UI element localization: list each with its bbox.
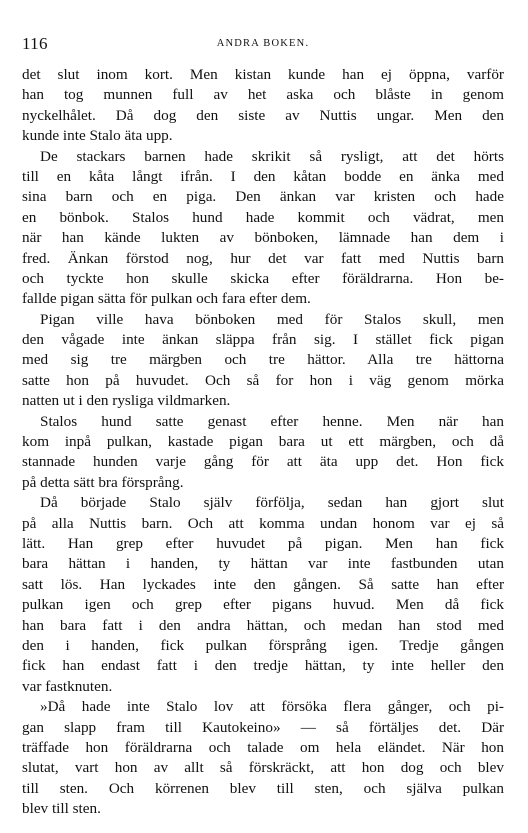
text-line: han bara fatt i den andra hättan, och medan han stod med — [22, 616, 504, 634]
text-line: och tyckte hon skulle skicka efter föräldrarna. Hon be- — [22, 269, 504, 287]
text-line: en bönbok. Stalos hund hade kommit och vädrat, men — [22, 208, 504, 226]
text-line: bara hättan i handen, ty hättan var inte fastbunden utan — [22, 555, 504, 573]
running-title: ANDRA BOKEN. — [216, 38, 310, 49]
text-line: kunde inte Stalo äta upp. — [22, 127, 173, 145]
text-line: den vågade inte änkan släppa från sig. I stället fick pigan — [22, 331, 504, 349]
text-line: på detta sätt bra försprång. — [22, 473, 184, 491]
text-line: satt lös. Han lyckades inte den gången. Så satte han efter — [22, 575, 504, 593]
text-line: fallde pigan sätta för pulkan och fara efter dem. — [22, 290, 311, 308]
text-line: natten ut i den rysliga vildmarken. — [22, 392, 231, 410]
text-line: stannade hunden varje gång för att äta upp det. Hon fick — [22, 453, 504, 471]
text-line: slutat, vart hon av allt så förskräckt, att hon dog och blev — [22, 759, 504, 777]
text-line: nyckelhålet. Då dog den siste av Nuttis ungar. Men den — [22, 106, 504, 124]
text-line: kom inpå pulkan, kastade pigan bara ut ett märgben, och då — [22, 433, 504, 451]
text-line: när han kände lukten av bönboken, lämnade han dem i — [22, 229, 504, 247]
text-line: »Då hade inte Stalo lov att försöka flera gånger, och pi- — [40, 698, 504, 716]
text-line: Stalos hund satte genast efter henne. Men när han — [40, 412, 504, 430]
text-line: De stackars barnen hade skrikit så rysligt, att det hörts — [40, 147, 504, 165]
text-line: med sig tre märgben och tre hättor. Alla tre hättorna — [22, 351, 504, 369]
text-line: till sten. Och körrenen blev till sten, och själva pulkan — [22, 779, 504, 797]
text-line: sina barn och en piga. Den änkan var kristen och hade — [22, 188, 504, 206]
text-line: var fastknuten. — [22, 677, 113, 695]
text-line: till en kåta långt ifrån. I den kåtan bodde en änka med — [22, 167, 504, 185]
text-line: Pigan ville hava bönboken med för Stalos skull, men — [40, 310, 504, 328]
text-line: på alla Nuttis barn. Och att komma undan honom var ej så — [22, 514, 504, 532]
text-line: Då började Stalo själv förfölja, sedan han gjort slut — [40, 494, 504, 512]
text-line: blev till sten. — [22, 800, 101, 818]
text-line: pulkan igen och grep efter pigans huvud. Men då fick — [22, 596, 504, 614]
text-line: träffade hon föräldrarna och talade om hela eländet. När hon — [22, 738, 504, 756]
text-line: satte hon på huvudet. Och så for hon i väg genom mörka — [22, 371, 504, 389]
text-line: fred. Änkan förstod nog, hur det var fatt med Nuttis barn — [22, 249, 504, 267]
page-header — [22, 34, 504, 56]
text-line: han tog munnen full av het aska och blåste in genom — [22, 86, 504, 104]
body-text — [22, 65, 504, 819]
text-line: gan slapp fram till Kautokeino» — så förtäljes det. Där — [22, 718, 504, 736]
page-number: 116 — [22, 34, 48, 53]
text-line: fick han endast fatt i den tredje hättan, ty inte heller den — [22, 657, 504, 675]
text-line: det slut inom kort. Men kistan kunde han ej öppna, varför — [22, 66, 504, 83]
text-line: lätt. Han grep efter huvudet på pigan. Men han fick — [22, 534, 504, 552]
text-line: den i handen, fick pulkan försprång igen. Tredje gången — [22, 636, 504, 654]
